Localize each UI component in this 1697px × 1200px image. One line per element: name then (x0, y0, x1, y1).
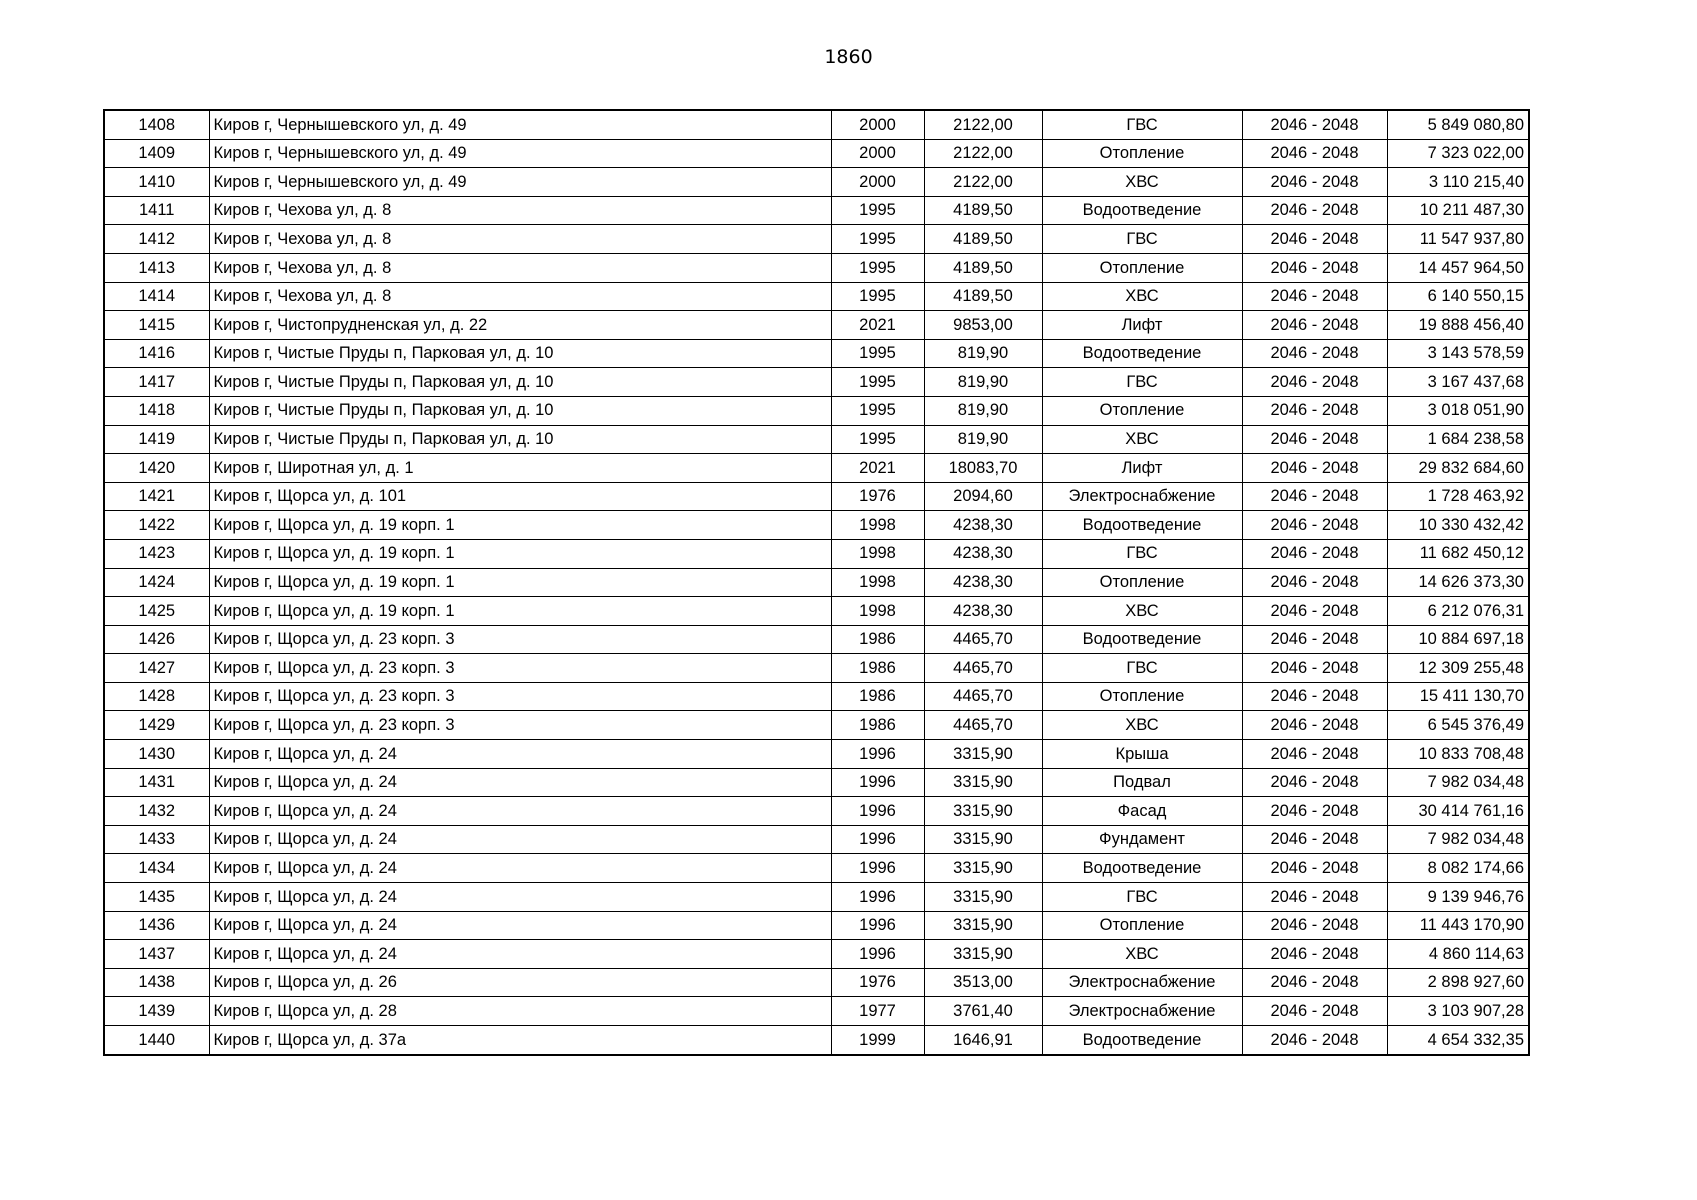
cost-cell: 3 167 437,68 (1387, 368, 1529, 397)
cost-cell: 1 684 238,58 (1387, 425, 1529, 454)
cost-cell: 30 414 761,16 (1387, 797, 1529, 826)
period-cell: 2046 - 2048 (1242, 425, 1387, 454)
table-row (104, 940, 1529, 969)
address-cell: Киров г, Щорса ул, д. 19 корп. 1 (209, 568, 831, 597)
table-row (104, 511, 1529, 540)
area-cell: 3315,90 (924, 825, 1042, 854)
address-cell: Киров г, Щорса ул, д. 23 корп. 3 (209, 654, 831, 683)
table-row (104, 311, 1529, 340)
year-built-cell: 1996 (831, 911, 924, 940)
period-cell: 2046 - 2048 (1242, 110, 1387, 139)
cost-cell: 5 849 080,80 (1387, 110, 1529, 139)
period-cell: 2046 - 2048 (1242, 539, 1387, 568)
work-type-cell: ГВС (1042, 110, 1242, 139)
area-cell: 3315,90 (924, 768, 1042, 797)
year-built-cell: 2021 (831, 454, 924, 483)
year-built-cell: 1996 (831, 768, 924, 797)
year-built-cell: 1996 (831, 940, 924, 969)
period-cell: 2046 - 2048 (1242, 511, 1387, 540)
period-cell: 2046 - 2048 (1242, 883, 1387, 912)
row-number-cell: 1409 (104, 139, 209, 168)
work-type-cell: Водоотведение (1042, 511, 1242, 540)
address-cell: Киров г, Чистые Пруды п, Парковая ул, д. 10 (209, 425, 831, 454)
row-number-cell: 1440 (104, 1026, 209, 1055)
area-cell: 4465,70 (924, 682, 1042, 711)
year-built-cell: 2021 (831, 311, 924, 340)
cost-cell: 3 018 051,90 (1387, 396, 1529, 425)
row-number-cell: 1431 (104, 768, 209, 797)
table-row (104, 825, 1529, 854)
period-cell: 2046 - 2048 (1242, 911, 1387, 940)
work-type-cell: Подвал (1042, 768, 1242, 797)
address-cell: Киров г, Щорса ул, д. 24 (209, 883, 831, 912)
table-row (104, 1026, 1529, 1055)
address-cell: Киров г, Щорса ул, д. 24 (209, 911, 831, 940)
row-number-cell: 1439 (104, 997, 209, 1026)
area-cell: 3513,00 (924, 968, 1042, 997)
address-cell: Киров г, Щорса ул, д. 23 корп. 3 (209, 711, 831, 740)
cost-cell: 4 860 114,63 (1387, 940, 1529, 969)
cost-cell: 10 330 432,42 (1387, 511, 1529, 540)
area-cell: 3315,90 (924, 797, 1042, 826)
year-built-cell: 1977 (831, 997, 924, 1026)
address-cell: Киров г, Чехова ул, д. 8 (209, 225, 831, 254)
address-cell: Киров г, Щорса ул, д. 26 (209, 968, 831, 997)
address-cell: Киров г, Щорса ул, д. 19 корп. 1 (209, 597, 831, 626)
area-cell: 4189,50 (924, 282, 1042, 311)
table-row (104, 568, 1529, 597)
work-type-cell: ГВС (1042, 225, 1242, 254)
row-number-cell: 1433 (104, 825, 209, 854)
address-cell: Киров г, Чехова ул, д. 8 (209, 196, 831, 225)
address-cell: Киров г, Щорса ул, д. 19 корп. 1 (209, 511, 831, 540)
area-cell: 2122,00 (924, 168, 1042, 197)
address-cell: Киров г, Щорса ул, д. 24 (209, 854, 831, 883)
row-number-cell: 1435 (104, 883, 209, 912)
period-cell: 2046 - 2048 (1242, 253, 1387, 282)
cost-cell: 29 832 684,60 (1387, 454, 1529, 483)
table-row (104, 225, 1529, 254)
work-type-cell: Электроснабжение (1042, 968, 1242, 997)
work-type-cell: Лифт (1042, 454, 1242, 483)
area-cell: 2122,00 (924, 110, 1042, 139)
period-cell: 2046 - 2048 (1242, 740, 1387, 769)
period-cell: 2046 - 2048 (1242, 968, 1387, 997)
cost-cell: 15 411 130,70 (1387, 682, 1529, 711)
row-number-cell: 1416 (104, 339, 209, 368)
table-row (104, 368, 1529, 397)
period-cell: 2046 - 2048 (1242, 654, 1387, 683)
address-cell: Киров г, Широтная ул, д. 1 (209, 454, 831, 483)
work-type-cell: Отопление (1042, 568, 1242, 597)
period-cell: 2046 - 2048 (1242, 768, 1387, 797)
period-cell: 2046 - 2048 (1242, 854, 1387, 883)
year-built-cell: 1996 (831, 797, 924, 826)
table-row (104, 168, 1529, 197)
address-cell: Киров г, Чистопрудненская ул, д. 22 (209, 311, 831, 340)
row-number-cell: 1413 (104, 253, 209, 282)
area-cell: 3315,90 (924, 911, 1042, 940)
row-number-cell: 1432 (104, 797, 209, 826)
cost-cell: 2 898 927,60 (1387, 968, 1529, 997)
area-cell: 1646,91 (924, 1026, 1042, 1055)
area-cell: 3315,90 (924, 883, 1042, 912)
cost-cell: 11 443 170,90 (1387, 911, 1529, 940)
period-cell: 2046 - 2048 (1242, 568, 1387, 597)
period-cell: 2046 - 2048 (1242, 825, 1387, 854)
work-type-cell: ХВС (1042, 597, 1242, 626)
row-number-cell: 1425 (104, 597, 209, 626)
table-row (104, 396, 1529, 425)
cost-cell: 10 884 697,18 (1387, 625, 1529, 654)
address-cell: Киров г, Чернышевского ул, д. 49 (209, 168, 831, 197)
row-number-cell: 1424 (104, 568, 209, 597)
page-number: 1860 (824, 46, 873, 68)
year-built-cell: 2000 (831, 139, 924, 168)
period-cell: 2046 - 2048 (1242, 339, 1387, 368)
address-cell: Киров г, Щорса ул, д. 28 (209, 997, 831, 1026)
year-built-cell: 1999 (831, 1026, 924, 1055)
cost-cell: 7 982 034,48 (1387, 825, 1529, 854)
address-cell: Киров г, Щорса ул, д. 24 (209, 768, 831, 797)
row-number-cell: 1411 (104, 196, 209, 225)
period-cell: 2046 - 2048 (1242, 225, 1387, 254)
work-type-cell: Крыша (1042, 740, 1242, 769)
area-cell: 2122,00 (924, 139, 1042, 168)
cost-cell: 14 626 373,30 (1387, 568, 1529, 597)
row-number-cell: 1412 (104, 225, 209, 254)
period-cell: 2046 - 2048 (1242, 1026, 1387, 1055)
table-row (104, 110, 1529, 139)
work-type-cell: ХВС (1042, 168, 1242, 197)
row-number-cell: 1436 (104, 911, 209, 940)
period-cell: 2046 - 2048 (1242, 625, 1387, 654)
cost-cell: 6 545 376,49 (1387, 711, 1529, 740)
year-built-cell: 2000 (831, 110, 924, 139)
work-type-cell: ГВС (1042, 539, 1242, 568)
table-row (104, 654, 1529, 683)
table-row (104, 282, 1529, 311)
table-row (104, 997, 1529, 1026)
work-type-cell: Отопление (1042, 139, 1242, 168)
address-cell: Киров г, Щорса ул, д. 23 корп. 3 (209, 625, 831, 654)
year-built-cell: 1995 (831, 339, 924, 368)
year-built-cell: 1995 (831, 425, 924, 454)
period-cell: 2046 - 2048 (1242, 997, 1387, 1026)
area-cell: 3761,40 (924, 997, 1042, 1026)
address-cell: Киров г, Щорса ул, д. 24 (209, 940, 831, 969)
cost-cell: 1 728 463,92 (1387, 482, 1529, 511)
address-cell: Киров г, Чехова ул, д. 8 (209, 282, 831, 311)
table-row (104, 740, 1529, 769)
area-cell: 9853,00 (924, 311, 1042, 340)
work-type-cell: Фундамент (1042, 825, 1242, 854)
registry-table (103, 109, 1530, 1056)
area-cell: 3315,90 (924, 940, 1042, 969)
year-built-cell: 1986 (831, 682, 924, 711)
row-number-cell: 1422 (104, 511, 209, 540)
row-number-cell: 1429 (104, 711, 209, 740)
year-built-cell: 1986 (831, 625, 924, 654)
row-number-cell: 1426 (104, 625, 209, 654)
row-number-cell: 1427 (104, 654, 209, 683)
year-built-cell: 1996 (831, 740, 924, 769)
work-type-cell: ХВС (1042, 940, 1242, 969)
table-row (104, 625, 1529, 654)
row-number-cell: 1414 (104, 282, 209, 311)
period-cell: 2046 - 2048 (1242, 282, 1387, 311)
table-row (104, 797, 1529, 826)
table-row (104, 597, 1529, 626)
year-built-cell: 1998 (831, 511, 924, 540)
area-cell: 3315,90 (924, 740, 1042, 769)
table-row (104, 139, 1529, 168)
row-number-cell: 1419 (104, 425, 209, 454)
row-number-cell: 1428 (104, 682, 209, 711)
work-type-cell: Водоотведение (1042, 196, 1242, 225)
table-row (104, 425, 1529, 454)
area-cell: 4189,50 (924, 196, 1042, 225)
table-row (104, 482, 1529, 511)
row-number-cell: 1420 (104, 454, 209, 483)
table-row (104, 768, 1529, 797)
work-type-cell: ГВС (1042, 654, 1242, 683)
period-cell: 2046 - 2048 (1242, 682, 1387, 711)
address-cell: Киров г, Чернышевского ул, д. 49 (209, 110, 831, 139)
registry-body (104, 110, 1529, 1055)
row-number-cell: 1423 (104, 539, 209, 568)
row-number-cell: 1437 (104, 940, 209, 969)
area-cell: 4238,30 (924, 597, 1042, 626)
address-cell: Киров г, Щорса ул, д. 37а (209, 1026, 831, 1055)
work-type-cell: ХВС (1042, 711, 1242, 740)
work-type-cell: Водоотведение (1042, 339, 1242, 368)
work-type-cell: ХВС (1042, 282, 1242, 311)
row-number-cell: 1415 (104, 311, 209, 340)
table-row (104, 911, 1529, 940)
cost-cell: 19 888 456,40 (1387, 311, 1529, 340)
address-cell: Киров г, Чистые Пруды п, Парковая ул, д. 10 (209, 368, 831, 397)
area-cell: 18083,70 (924, 454, 1042, 483)
year-built-cell: 1996 (831, 883, 924, 912)
row-number-cell: 1417 (104, 368, 209, 397)
address-cell: Киров г, Чистые Пруды п, Парковая ул, д. 10 (209, 339, 831, 368)
period-cell: 2046 - 2048 (1242, 597, 1387, 626)
period-cell: 2046 - 2048 (1242, 482, 1387, 511)
cost-cell: 11 682 450,12 (1387, 539, 1529, 568)
table-row (104, 454, 1529, 483)
period-cell: 2046 - 2048 (1242, 368, 1387, 397)
period-cell: 2046 - 2048 (1242, 940, 1387, 969)
year-built-cell: 1995 (831, 253, 924, 282)
year-built-cell: 1998 (831, 539, 924, 568)
area-cell: 4189,50 (924, 253, 1042, 282)
area-cell: 4465,70 (924, 711, 1042, 740)
cost-cell: 7 323 022,00 (1387, 139, 1529, 168)
work-type-cell: Водоотведение (1042, 1026, 1242, 1055)
address-cell: Киров г, Чернышевского ул, д. 49 (209, 139, 831, 168)
address-cell: Киров г, Чистые Пруды п, Парковая ул, д. 10 (209, 396, 831, 425)
area-cell: 4238,30 (924, 511, 1042, 540)
area-cell: 4238,30 (924, 568, 1042, 597)
cost-cell: 10 833 708,48 (1387, 740, 1529, 769)
period-cell: 2046 - 2048 (1242, 139, 1387, 168)
work-type-cell: Водоотведение (1042, 854, 1242, 883)
period-cell: 2046 - 2048 (1242, 797, 1387, 826)
cost-cell: 6 212 076,31 (1387, 597, 1529, 626)
work-type-cell: Водоотведение (1042, 625, 1242, 654)
table-row (104, 682, 1529, 711)
cost-cell: 10 211 487,30 (1387, 196, 1529, 225)
year-built-cell: 1976 (831, 482, 924, 511)
work-type-cell: Электроснабжение (1042, 997, 1242, 1026)
table-row (104, 883, 1529, 912)
cost-cell: 8 082 174,66 (1387, 854, 1529, 883)
table-row (104, 196, 1529, 225)
row-number-cell: 1430 (104, 740, 209, 769)
work-type-cell: Отопление (1042, 682, 1242, 711)
cost-cell: 4 654 332,35 (1387, 1026, 1529, 1055)
address-cell: Киров г, Щорса ул, д. 101 (209, 482, 831, 511)
area-cell: 819,90 (924, 396, 1042, 425)
year-built-cell: 1995 (831, 368, 924, 397)
cost-cell: 3 110 215,40 (1387, 168, 1529, 197)
period-cell: 2046 - 2048 (1242, 196, 1387, 225)
cost-cell: 12 309 255,48 (1387, 654, 1529, 683)
period-cell: 2046 - 2048 (1242, 454, 1387, 483)
cost-cell: 3 143 578,59 (1387, 339, 1529, 368)
row-number-cell: 1438 (104, 968, 209, 997)
work-type-cell: Фасад (1042, 797, 1242, 826)
work-type-cell: Отопление (1042, 911, 1242, 940)
row-number-cell: 1408 (104, 110, 209, 139)
work-type-cell: ХВС (1042, 425, 1242, 454)
address-cell: Киров г, Щорса ул, д. 24 (209, 797, 831, 826)
area-cell: 3315,90 (924, 854, 1042, 883)
year-built-cell: 1995 (831, 225, 924, 254)
cost-cell: 3 103 907,28 (1387, 997, 1529, 1026)
row-number-cell: 1434 (104, 854, 209, 883)
year-built-cell: 1998 (831, 597, 924, 626)
work-type-cell: ГВС (1042, 883, 1242, 912)
year-built-cell: 1995 (831, 282, 924, 311)
row-number-cell: 1410 (104, 168, 209, 197)
row-number-cell: 1421 (104, 482, 209, 511)
year-built-cell: 1976 (831, 968, 924, 997)
address-cell: Киров г, Щорса ул, д. 24 (209, 825, 831, 854)
year-built-cell: 2000 (831, 168, 924, 197)
address-cell: Киров г, Щорса ул, д. 24 (209, 740, 831, 769)
area-cell: 819,90 (924, 368, 1042, 397)
area-cell: 2094,60 (924, 482, 1042, 511)
table-row (104, 968, 1529, 997)
area-cell: 819,90 (924, 425, 1042, 454)
work-type-cell: Отопление (1042, 253, 1242, 282)
cost-cell: 11 547 937,80 (1387, 225, 1529, 254)
row-number-cell: 1418 (104, 396, 209, 425)
period-cell: 2046 - 2048 (1242, 168, 1387, 197)
year-built-cell: 1998 (831, 568, 924, 597)
year-built-cell: 1995 (831, 396, 924, 425)
table-row (104, 711, 1529, 740)
year-built-cell: 1996 (831, 825, 924, 854)
year-built-cell: 1986 (831, 711, 924, 740)
area-cell: 819,90 (924, 339, 1042, 368)
area-cell: 4189,50 (924, 225, 1042, 254)
table-row (104, 539, 1529, 568)
address-cell: Киров г, Щорса ул, д. 23 корп. 3 (209, 682, 831, 711)
address-cell: Киров г, Чехова ул, д. 8 (209, 253, 831, 282)
area-cell: 4465,70 (924, 654, 1042, 683)
year-built-cell: 1995 (831, 196, 924, 225)
work-type-cell: Лифт (1042, 311, 1242, 340)
area-cell: 4238,30 (924, 539, 1042, 568)
work-type-cell: Электроснабжение (1042, 482, 1242, 511)
period-cell: 2046 - 2048 (1242, 396, 1387, 425)
period-cell: 2046 - 2048 (1242, 311, 1387, 340)
address-cell: Киров г, Щорса ул, д. 19 корп. 1 (209, 539, 831, 568)
area-cell: 4465,70 (924, 625, 1042, 654)
year-built-cell: 1996 (831, 854, 924, 883)
table-row (104, 854, 1529, 883)
cost-cell: 14 457 964,50 (1387, 253, 1529, 282)
work-type-cell: Отопление (1042, 396, 1242, 425)
cost-cell: 6 140 550,15 (1387, 282, 1529, 311)
year-built-cell: 1986 (831, 654, 924, 683)
period-cell: 2046 - 2048 (1242, 711, 1387, 740)
cost-cell: 7 982 034,48 (1387, 768, 1529, 797)
table-row (104, 339, 1529, 368)
table-row (104, 253, 1529, 282)
work-type-cell: ГВС (1042, 368, 1242, 397)
cost-cell: 9 139 946,76 (1387, 883, 1529, 912)
